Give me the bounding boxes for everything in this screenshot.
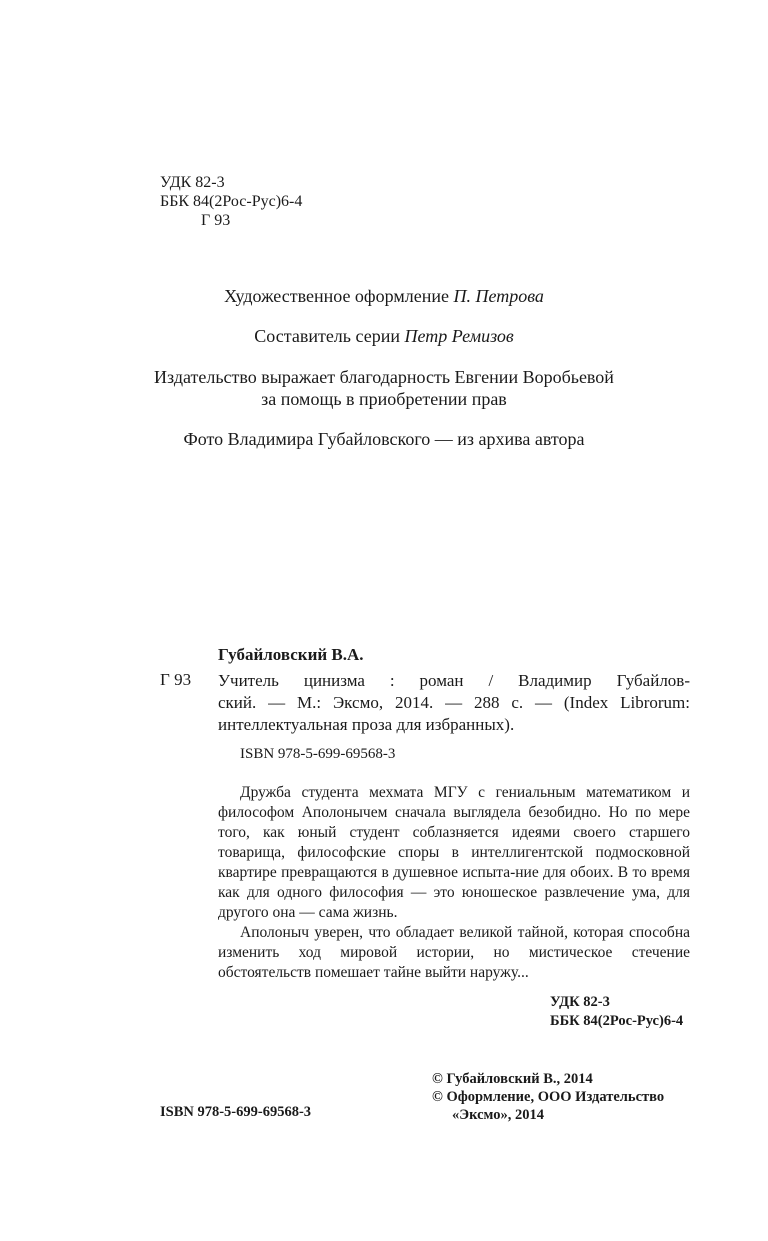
thanks-line-2: за помощь в приобретении прав	[261, 389, 507, 409]
biblio-line-2: ский. — М.: Эксмо, 2014. — 288 с. — (Index Librorum:	[218, 693, 690, 712]
udk-top: УДК 82-3	[160, 174, 225, 191]
design-label: Художественное оформление	[224, 286, 449, 306]
footer-isbn: ISBN 978-5-699-69568-3	[160, 1104, 312, 1120]
author-code-top: Г 93	[201, 212, 231, 229]
bbk-bottom: ББК 84(2Рос-Рус)6-4	[550, 1013, 684, 1029]
series-label: Составитель серии	[254, 326, 400, 346]
annotation-paragraph-1: Дружба студента мехмата МГУ с гениальным математиком и философом Аполонычем сначала выглядела безобидно. Но по мере того, как юный студент соблазняется идеями своего старшего товарища, философские споры в интеллигентской подмосковной квартире превращаются в душевное испыта-ние для обоих. В то время как для одного философия — это юношеское развлечение ума, для другого она — сама жизнь.	[218, 784, 690, 921]
design-name: П. Петрова	[453, 286, 544, 306]
annotation-paragraph-2: Аполоныч уверен, что обладает великой тайной, которая способна изменить ход мировой истории, но мистическое стечение обстоятельств помешает тайне выйти наружу...	[218, 924, 690, 981]
catalog-author: Губайловский В.А.	[218, 645, 364, 664]
catalog-isbn: ISBN 978-5-699-69568-3	[240, 746, 396, 762]
photo-credit: Фото Владимира Губайловского — из архива автора	[183, 429, 585, 449]
copyright-author: © Губайловский В., 2014	[432, 1071, 593, 1087]
biblio-line-1: Учитель цинизма : роман / Владимир Губайлов-	[218, 671, 690, 690]
annotation	[218, 783, 690, 983]
design-credit	[0, 285, 768, 307]
copyright-publisher: «Эксмо», 2014	[452, 1107, 544, 1123]
series-name: Петр Ремизов	[404, 326, 514, 346]
biblio-description	[218, 670, 690, 736]
biblio-line-3: интеллектуальная проза для избранных).	[218, 715, 515, 734]
catalog-code: Г 93	[160, 670, 192, 689]
udk-bottom: УДК 82-3	[550, 994, 610, 1010]
series-credit	[0, 325, 768, 347]
bbk-top: ББК 84(2Рос-Рус)6-4	[160, 193, 303, 210]
thanks-line-1: Издательство выражает благодарность Евгении Воробьевой	[154, 367, 614, 387]
copyright-design: © Оформление, ООО Издательство	[432, 1089, 665, 1105]
